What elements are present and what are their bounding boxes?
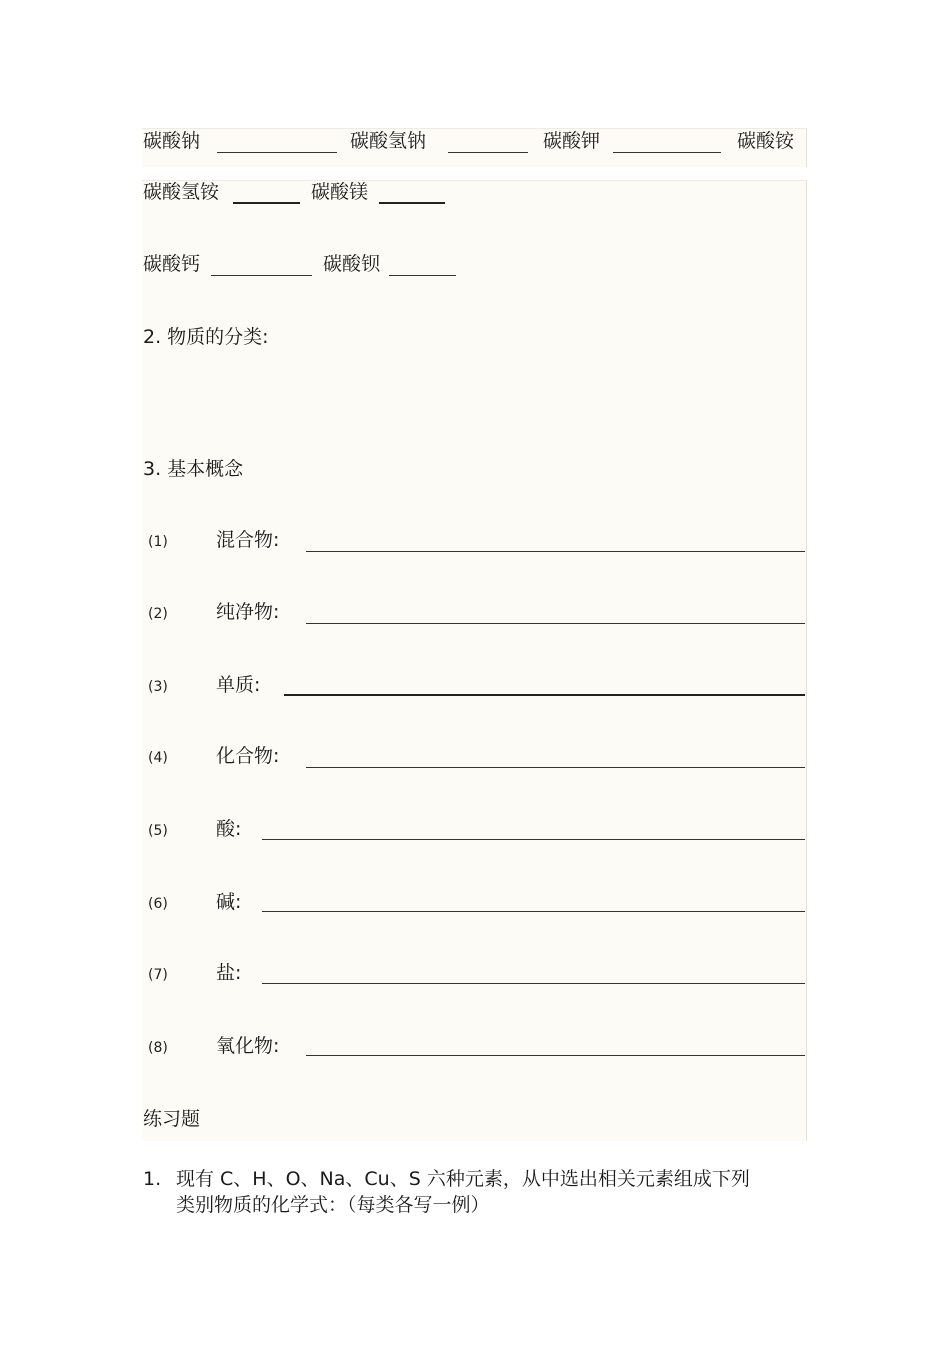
question-1-number: 1. [143, 1168, 162, 1190]
salt-label: 盐: [216, 962, 242, 984]
section-2-title: 2. 物质的分类: [143, 326, 269, 348]
item-number: (8) [148, 1040, 168, 1056]
base-blank[interactable] [262, 911, 805, 912]
item-number: (1) [148, 534, 168, 550]
item-number: (7) [148, 967, 168, 983]
worksheet-top-band [142, 128, 807, 167]
compound-blank[interactable] [306, 767, 805, 768]
oxide-blank[interactable] [306, 1055, 805, 1056]
compound-label: 化合物: [216, 745, 280, 767]
sodium-bicarbonate-label: 碳酸氢钠 [350, 130, 427, 152]
calcium-carbonate-blank[interactable] [211, 275, 312, 276]
ammonium-bicarbonate-label: 碳酸氢铵 [143, 181, 220, 203]
section-3-title: 3. 基本概念 [143, 458, 244, 480]
element-substance-label: 单质: [216, 674, 261, 696]
mixture-blank[interactable] [306, 551, 805, 552]
item-number: (4) [148, 750, 168, 766]
sodium-bicarbonate-blank[interactable] [448, 152, 528, 153]
mixture-label: 混合物: [216, 529, 280, 551]
acid-blank[interactable] [262, 839, 805, 840]
potassium-carbonate-blank[interactable] [613, 152, 721, 153]
potassium-carbonate-label: 碳酸钾 [543, 130, 601, 152]
element-substance-blank[interactable] [284, 694, 805, 696]
pure-substance-blank[interactable] [306, 623, 805, 624]
magnesium-carbonate-label: 碳酸镁 [311, 181, 369, 203]
barium-carbonate-blank[interactable] [389, 275, 456, 276]
exercise-title: 练习题 [143, 1108, 201, 1130]
item-number: (2) [148, 606, 168, 622]
sodium-carbonate-blank[interactable] [217, 152, 337, 153]
salt-blank[interactable] [262, 983, 805, 984]
acid-label: 酸: [216, 818, 242, 840]
calcium-carbonate-label: 碳酸钙 [143, 253, 201, 275]
item-number: (6) [148, 896, 168, 912]
item-number: (5) [148, 823, 168, 839]
question-1-line-2: 类别物质的化学式：（每类各写一例） [176, 1194, 490, 1216]
question-1-line-1: 现有 C、H、O、Na、Cu、S 六种元素，从中选出相关元素组成下列 [176, 1168, 750, 1190]
ammonium-bicarbonate-blank[interactable] [233, 202, 300, 204]
pure-substance-label: 纯净物: [216, 601, 280, 623]
ammonium-carbonate-label: 碳酸铵 [737, 130, 795, 152]
barium-carbonate-label: 碳酸钡 [323, 253, 381, 275]
oxide-label: 氧化物: [216, 1035, 280, 1057]
magnesium-carbonate-blank[interactable] [379, 202, 445, 204]
sodium-carbonate-label: 碳酸钠 [143, 130, 201, 152]
base-label: 碱: [216, 891, 242, 913]
item-number: (3) [148, 679, 168, 695]
